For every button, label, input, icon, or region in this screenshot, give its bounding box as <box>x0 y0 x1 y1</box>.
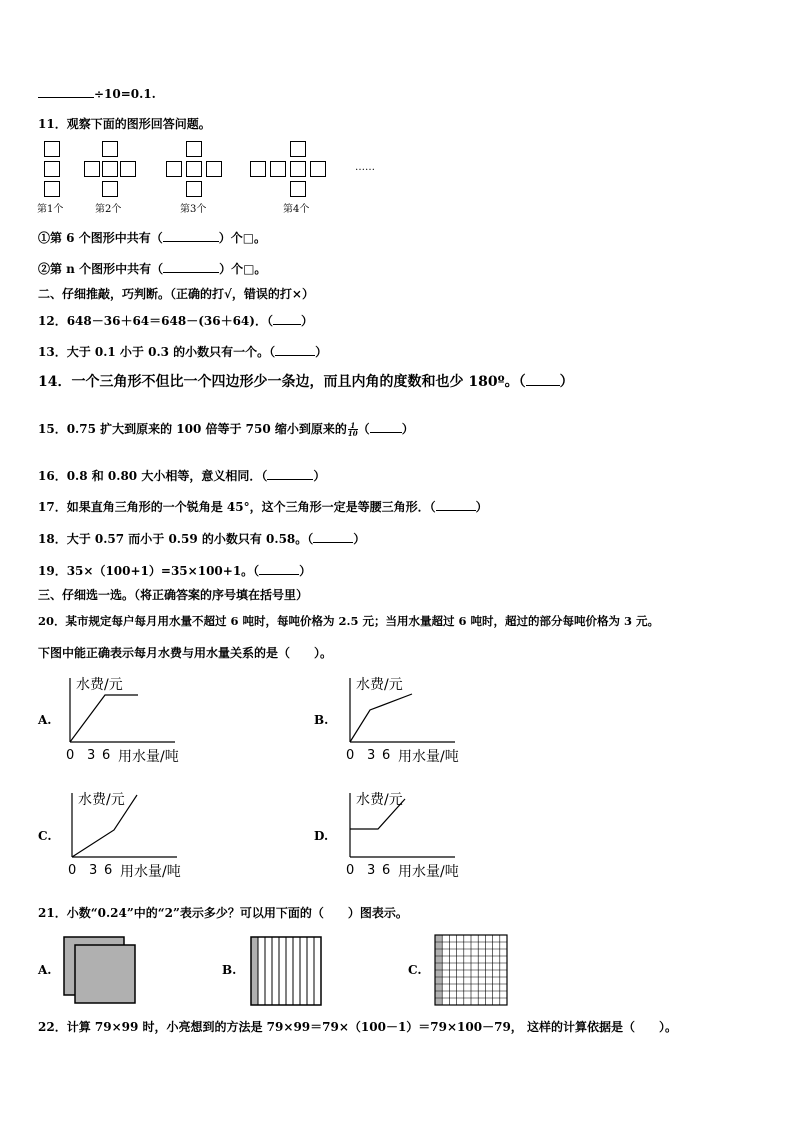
y-axis-label: 水费/元 <box>78 792 125 808</box>
q21-option-a-label[interactable]: A. <box>38 963 52 977</box>
section-2-heading: 二、仔细推敲，巧判断。（正确的打√，错误的打×） <box>38 287 314 301</box>
tick-6: 6 <box>102 748 111 763</box>
ellipsis: …… <box>355 162 375 173</box>
q20-option-c-label[interactable]: C. <box>38 829 52 843</box>
q20-line1: 20．某市规定每户每月用水量不超过 6 吨时，每吨价格为 2.5 元；当用水量超过 6 吨时，超过的部分每吨价格为 3 元。 <box>38 614 660 628</box>
answer-blank[interactable] <box>275 344 315 356</box>
figure-label-3: 第3个 <box>180 204 207 215</box>
q22: 22．计算 79×99 时，小亮想到的方法是 79×99＝79×（100－1）＝79×100－79， 这样的计算依据是（ ）。 <box>38 1020 677 1034</box>
figure-label-4: 第4个 <box>283 204 310 215</box>
q21-option-b-label[interactable]: B. <box>222 963 237 977</box>
q19: 19．35×（100+1）=35×100+1。（ ） <box>38 564 312 578</box>
tick-0: 0 <box>68 863 77 878</box>
tick-6: 6 <box>382 863 391 878</box>
section-3-heading: 三、仔细选一选。（将正确答案的序号填在括号里） <box>38 588 309 602</box>
tick-3: 3 <box>367 863 376 878</box>
q17: 17．如果直角三角形的一个锐角是 45°，这个三角形一定是等腰三角形．（ ） <box>38 500 488 514</box>
q21-figure-b[interactable] <box>250 936 324 1006</box>
fraction: $\frac{1}{10}$ <box>347 421 358 438</box>
q20-graph-d[interactable] <box>340 785 490 885</box>
q13: 13．大于 0.1 小于 0.3 的小数只有一个。（ ） <box>38 345 328 359</box>
tick-6: 6 <box>104 863 113 878</box>
q10-tail: ÷10=0.1. <box>38 86 156 101</box>
x-axis-label: 用水量/吨 <box>120 864 181 880</box>
answer-blank[interactable] <box>273 313 301 325</box>
q18: 18．大于 0.57 而小于 0.59 的小数只有 0.58。（ ） <box>38 532 366 546</box>
q21-stem: 21．小数“0.24”中的“2”表示多少？可以用下面的（ ）图表示。 <box>38 906 408 920</box>
q16: 16．0.8 和 0.80 大小相等，意义相同．（ ） <box>38 469 326 483</box>
answer-blank[interactable] <box>526 374 560 386</box>
x-axis-label: 用水量/吨 <box>398 864 459 880</box>
q11-sub2: ②第 n 个图形中共有（ ）个□。 <box>38 262 267 276</box>
y-axis-label: 水费/元 <box>356 792 403 808</box>
x-axis-label: 用水量/吨 <box>118 749 179 765</box>
answer-blank[interactable] <box>370 421 402 433</box>
tick-3: 3 <box>89 863 98 878</box>
tick-0: 0 <box>346 748 355 763</box>
q12: 12．648－36＋64＝648－(36＋64)．（ ） <box>38 314 313 328</box>
q20-graph-a[interactable] <box>60 670 210 770</box>
answer-blank[interactable] <box>436 499 476 511</box>
tick-0: 0 <box>346 863 355 878</box>
answer-blank[interactable] <box>313 531 353 543</box>
tick-6: 6 <box>382 748 391 763</box>
figure-label-1: 第1个 <box>37 204 64 215</box>
answer-blank[interactable] <box>259 563 299 575</box>
x-axis-label: 用水量/吨 <box>398 749 459 765</box>
y-axis-label: 水费/元 <box>356 677 403 693</box>
q20-graph-c[interactable] <box>62 785 212 885</box>
q20-option-a-label[interactable]: A. <box>38 713 52 727</box>
q14: 14．一个三角形不但比一个四边形少一条边，而且内角的度数和也少 180º。（ ） <box>38 374 574 390</box>
tick-3: 3 <box>87 748 96 763</box>
figure-label-2: 第2个 <box>95 204 122 215</box>
q21-figure-c[interactable] <box>434 934 510 1007</box>
answer-blank[interactable] <box>163 261 219 273</box>
tick-0: 0 <box>66 748 75 763</box>
y-axis-label: 水费/元 <box>76 677 123 693</box>
q20-line2: 下图中能正确表示每月水费与用水量关系的是（ ）。 <box>38 646 333 660</box>
answer-blank[interactable] <box>267 468 313 480</box>
answer-blank[interactable] <box>163 230 219 242</box>
q11-stem: 11．观察下面的图形回答问题。 <box>38 117 211 131</box>
q20-option-d-label[interactable]: D. <box>314 829 329 843</box>
answer-blank[interactable] <box>38 86 94 98</box>
q20-option-b-label[interactable]: B. <box>314 713 329 727</box>
q20-graph-b[interactable] <box>340 670 490 770</box>
q15: 15．0.75 扩大到原来的 100 倍等于 750 缩小到原来的 $\frac{1}{10}$ （ ） <box>38 421 414 438</box>
q21-option-c-label[interactable]: C. <box>408 963 422 977</box>
q11-sub1: ①第 6 个图形中共有（ ）个□。 <box>38 231 267 245</box>
tick-3: 3 <box>367 748 376 763</box>
q21-figure-a[interactable] <box>63 936 138 1006</box>
